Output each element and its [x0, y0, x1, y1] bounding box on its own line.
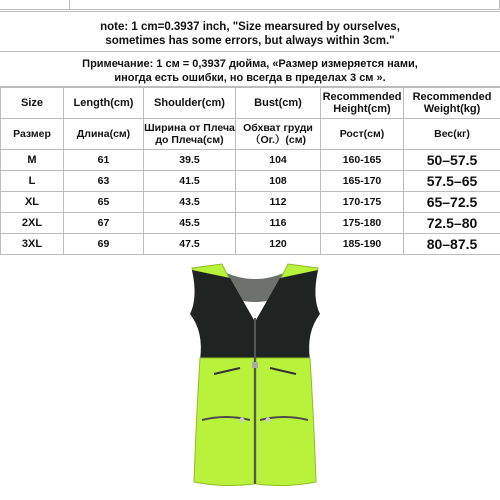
note-russian-line1: Примечание: 1 см = 0,3937 дюйма, «Размер измеряется нами, — [82, 58, 418, 70]
vest-snap-left-shape — [240, 418, 245, 423]
bust-cell: 116 — [236, 213, 321, 234]
height-cell: 170-175 — [321, 192, 404, 213]
size-cell: M — [1, 150, 64, 171]
height-cell: 160-165 — [321, 150, 404, 171]
note-russian — [6, 57, 494, 85]
notes-block — [0, 11, 500, 87]
vest-front-right-shape — [256, 358, 316, 486]
header-bust: Bust(cm) — [236, 88, 321, 119]
top-strip-cell — [70, 0, 500, 10]
vest-snap-right-shape — [266, 418, 271, 423]
shoulder-cell: 41.5 — [144, 171, 236, 192]
height-cell: 175-180 — [321, 213, 404, 234]
shoulder-cell: 47.5 — [144, 234, 236, 255]
note-english-line2: sometimes has some errors, but always within 3cm." — [105, 35, 395, 47]
header-weight-ru: Вес(кг) — [404, 119, 500, 150]
weight-cell: 50–57.5 — [404, 150, 500, 171]
note-english-line1: note: 1 cm=0.3937 inch, "Size mearsured by ourselves, — [100, 21, 400, 33]
table-row — [1, 171, 500, 192]
weight-cell: 80–87.5 — [404, 234, 500, 255]
height-cell: 165-170 — [321, 171, 404, 192]
size-cell: XL — [1, 192, 64, 213]
header-bust-ru: Обхват груди （Ог.）(см) — [236, 119, 321, 150]
header-length: Length(cm) — [64, 88, 144, 119]
header-row-russian — [1, 119, 500, 150]
table-row — [1, 192, 500, 213]
size-table — [0, 87, 500, 255]
weight-cell: 72.5–80 — [404, 213, 500, 234]
length-cell: 67 — [64, 213, 144, 234]
header-height: Recommended Height(cm) — [321, 88, 404, 119]
header-shoulder: Shoulder(cm) — [144, 88, 236, 119]
vest-zipper-pull-shape — [252, 362, 258, 368]
bust-cell: 108 — [236, 171, 321, 192]
table-row — [1, 150, 500, 171]
header-size: Size — [1, 88, 64, 119]
note-english — [6, 20, 494, 48]
length-cell: 63 — [64, 171, 144, 192]
top-strip-cell — [0, 0, 70, 10]
header-row-english — [1, 88, 500, 119]
top-strip — [0, 0, 500, 10]
vest-front-left-shape — [194, 358, 254, 486]
header-shoulder-ru: Ширина от Плеча до Плеча(см) — [144, 119, 236, 150]
sleeveless-vest-image — [170, 262, 340, 494]
length-cell: 69 — [64, 234, 144, 255]
shoulder-cell: 39.5 — [144, 150, 236, 171]
length-cell: 65 — [64, 192, 144, 213]
shoulder-cell: 45.5 — [144, 213, 236, 234]
height-cell: 185-190 — [321, 234, 404, 255]
length-cell: 61 — [64, 150, 144, 171]
note-russian-line2: иногда есть ошибки, но всегда в пределах 3 см ». — [114, 72, 386, 84]
header-size-ru: Размер — [1, 119, 64, 150]
bust-cell: 120 — [236, 234, 321, 255]
shoulder-cell: 43.5 — [144, 192, 236, 213]
table-row — [1, 213, 500, 234]
size-cell: L — [1, 171, 64, 192]
weight-cell: 57.5–65 — [404, 171, 500, 192]
weight-cell: 65–72.5 — [404, 192, 500, 213]
note-divider — [0, 51, 500, 52]
bust-cell: 104 — [236, 150, 321, 171]
header-height-ru: Рост(см) — [321, 119, 404, 150]
size-cell: 3XL — [1, 234, 64, 255]
table-row — [1, 234, 500, 255]
header-length-ru: Длина(см) — [64, 119, 144, 150]
header-weight: Recommended Weight(kg) — [404, 88, 500, 119]
bust-cell: 112 — [236, 192, 321, 213]
size-cell: 2XL — [1, 213, 64, 234]
